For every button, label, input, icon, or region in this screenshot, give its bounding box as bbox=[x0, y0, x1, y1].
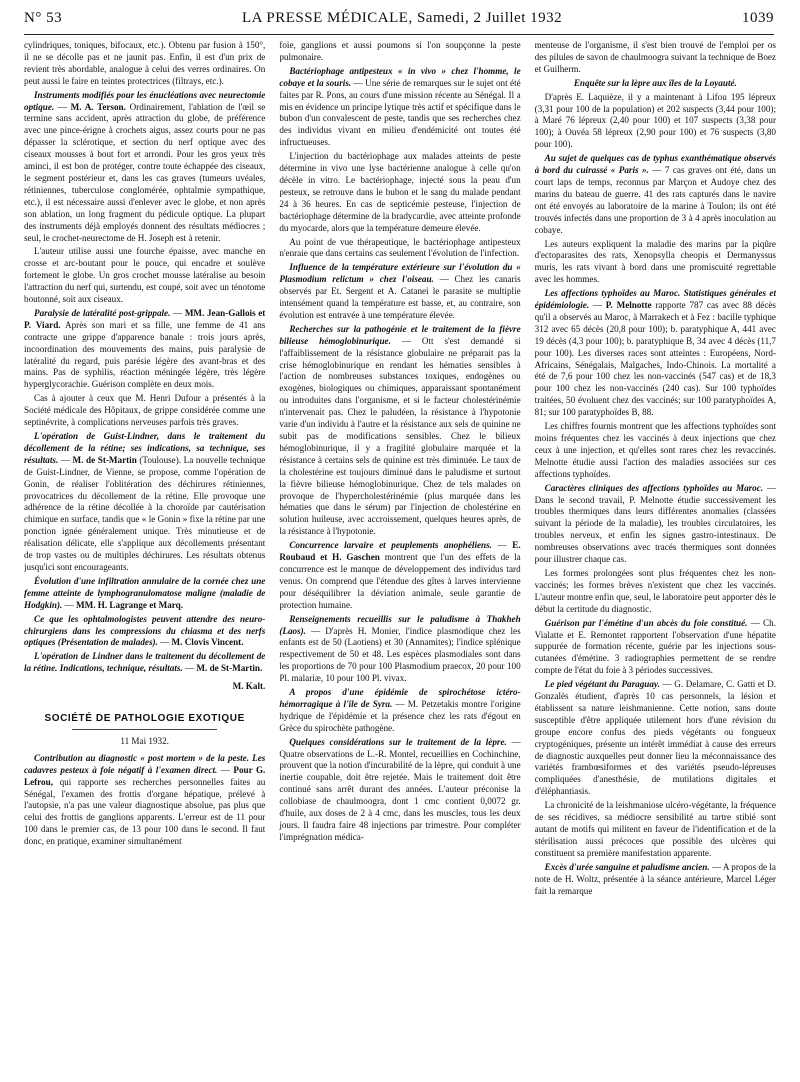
article-bilieuse: Recherches sur la pathogénie et le traitement de la fièvre bilieuse hémoglobinurique. — Ott s'est demandé si l'affaiblissement de la résistance globulaire ne préparait pas la crise hémoglobinurique en rendant les hématies sensibles à l'action de nombreuses substances toxiques, endogènes ou exogènes, biologiques ou chimiques, apparaissant spontanément ou introduites dans l'organisme, et si le facteur cholestérinémie n'intervenait pas. Chez le paludéen, la résistance à l'hypotonie varie d'un individu à l'autre et la résistance aux sels de quinine ne subit pas de modifications sensibles. Chez le bilieux hémoglobinurique, il y a fragilité globulaire marquée et la résistance à certains sels de quinine est très diminuée. Le taux de la cholestérine est toujours diminué dans le paludisme et surtout la fièvre bilieuse hémoglobinurique. Chez de tels malades on provoque de l'hypercholestérinémie (plus marquée dans les hématies que dans le sérum) par l'injection de cholestérine en solution huileuse, avec accroissement, quelques heures après, de la résistance à l'hypotonie. bbox=[279, 323, 521, 537]
article-plasmodium: Influence de la température extérieure sur l'évolution du « Plasmodium relictum » chez l'oiseau. — Chez les canaris observés par Et. Sergent et A. Catanei le parasite se multiplie intensément quand la température est basse, et, au contraire, son évolution est entravée à une température élevée. bbox=[279, 262, 521, 320]
article-title: Influence de la température extérieure sur l'évolution du « Plasmodium relictum » chez l'oiseau. bbox=[279, 262, 521, 285]
paragraph: Les formes prolongées sont plus fréquentes chez les non-vaccinés; les formes brèves n'existent que chez les vaccinés. L'auteur montre enfin que, seul, le laboratoire peut apporter dès le début la certitude du diagnostic. bbox=[534, 567, 776, 614]
paragraph: La nouvelle technique de Guist-Lindner, de Vienne, se propose, comme l'opération de Gonin, de réaliser l'oblitération des déchirures rétiniennes, provocatrices du décollement de la rétine. Elle provoque une adhérence de la rétine décollée à la choroïde par cautérisation chimique en surface, tandis que « le Gonin » fixe la rétine par une ponction ignée généralement unique. Très minutieuse et de réalisation délicate, elle s'applique aux décollements présentant de trop vastes ou de multiples déchirures. Les résultats obtenus jusqu'ici sont encourageants. bbox=[24, 454, 266, 572]
article-title: L'opération de Lindner dans le traitement du décollement de la rétine. Indications, technique, résultats. bbox=[24, 651, 266, 674]
author-city: (Toulouse). bbox=[139, 454, 182, 465]
article-title: Évolution d'une infiltration annulaire de la cornée chez une femme atteinte de lymphogranulomatose maligne (maladie de Hodgkin). bbox=[24, 575, 266, 610]
paragraph: qui rapporte ses recherches personnelles faites au Sénégal, l'examen des frottis d'organe hépatique, prélevé à l'autopsie, n'a pas une valeur diagnostique absolue, pas plus que celui des frottis de ganglions apparents. L'erreur est de 11 pour 100 dans le premier cas, de 13 pour 100 dans le second. Il faut donc, en pratique, examiner simultanément bbox=[24, 776, 266, 847]
article-neuro-chirurgiens: Ce que les ophtalmologistes peuvent attendre des neuro-chirurgiens dans les compressions du chiasma et des nerfs optiques (Présentation de malades). — M. Clovis Vincent. bbox=[24, 613, 266, 648]
section-heading: SOCIÉTÉ DE PATHOLOGIE EXOTIQUE bbox=[44, 713, 245, 725]
article-title: Caractères cliniques des affections typhoïdes au Maroc. bbox=[544, 482, 764, 493]
article-title: Au sujet de quelques cas de typhus exanthématique observés à bord du cuirassé « Paris ». bbox=[534, 153, 776, 176]
article-author: M. Clovis Vincent. bbox=[171, 637, 244, 648]
article-title: Ce que les ophtalmologistes peuvent attendre des neuro-chirurgiens dans les compressions du chiasma et des nerfs optiques (Présentation de malades). bbox=[24, 613, 266, 648]
paragraph: Quatre observations de L.-R. Montel, recueillies en Cochinchine, prouvent que la notion d'incurabilité de la lèpre, qui conduit à une inertie coupable, doit être rejetée. Mais le traitement doit être continué sans arrêt durant des années. L'auteur préconise la collobiase de chaulmoogra, dont 1 cmc contient 0,0072 gr. d'huile, aux doses de 2 à 4 cmc, dans les muscles, tous les deux jours. Il faudra faire 48 injections par trimestre. Pour compléter l'imprégnation médica- bbox=[279, 748, 521, 842]
article-anopheliens: Concurrence larvaire et peuplements anophéliens. — E. Roubaud et H. Gaschen montrent que l'un des effets de la concurrence est le manque de développement des individus tard venus. On comprend que l'étendue des gîtes à larves intervienne pour déséquilibrer la déviation animale, seule garantie de protection humaine. bbox=[279, 540, 521, 610]
paragraph: L'auteur utilise aussi une fourche épaisse, avec manche en crosse et arc-boutant pour le pouce, qui encadre et soulève fortement le globe. Un gros crochet mousse latéralise au besoin l'attraction du nerf qui, surtendu, est coupé, soit avec un ténotome boutonné, soit aux ciseaux. bbox=[24, 246, 266, 305]
article-title: Les affections typhoïdes au Maroc. Statistiques générales et épidémiologie. bbox=[534, 288, 776, 311]
paragraph: Une série de remarques sur le sujet ont été faites par R. Pons, au cours d'une mission récente au Sénégal. Il a mis en évidence un principe lytique très actif et spécifique dans le bubon d'un convalescent de peste, tandis que ses recherches chez des individus vivant en milieu d'endémicité ont toutes été infructueuses. bbox=[279, 77, 521, 148]
section-separator bbox=[72, 729, 217, 730]
article-title: Guérison par l'émétine d'un abcès du foie constitué. bbox=[544, 617, 748, 628]
paragraph: rapporte 787 cas avec 88 décès qu'il a observés au Maroc, à Marrakech et à Fez : bacille typhique 312 avec 65 décès (20,8 pour 100); b. paratyphique A, 441 avec 19 décès (4,3 pour 100); b. paratyphique B, 34 avec 4 décès (11,7 pour 100). Les diverses races sont atteintes : Européens, Nord-Africains, Sénégalais, Malgaches, Indo-Chinois. La mortalité a été de 7,6 pour 100 chez les non-vaccinés (547 cas) et de 18,3 pour 100 chez les non-vaccinés (240 cas). Sur 100 typhoïdes traitées, 50 évoluent chez des vaccinés; sur 100 paratyphoïdes A, 81; sur 100 paratyphoïdes B, 88. bbox=[534, 300, 776, 418]
article-author: MM. H. Lagrange et Marq. bbox=[75, 599, 183, 610]
issue-number: N° 53 bbox=[24, 10, 63, 26]
paragraph: Après son mari et sa fille, une femme de 41 ans contracte une grippe d'apparence banale : trois jours après, incoordination des mouvements des mains, puis paralysie de latéralité du regard, puis parésie légère des avant-bras et des mains. Pas de syphilis, réaction méningée légère, très légère hyperglycorachie. Guérison complète en deux mois. bbox=[24, 319, 266, 390]
paragraph: Cas à ajouter à ceux que M. Henri Dufour a présentés à la Société médicale des Hôpitaux, de grippe considérée comme une septinévrite, à complications nerveuses parfois très graves. bbox=[24, 393, 266, 428]
section-date: 11 Mai 1932. bbox=[120, 735, 169, 746]
article-syra: A propos d'une épidémie de spirochétose ictéro-hémorragique à l'île de Syra. — M. Petzetakis montre l'origine hydrique de l'épidémie et la présence chez les rats d'égout en Grèce du spirochète pathogène. bbox=[279, 687, 521, 733]
article-title: L'opération de Guist-Lindner, dans le traitement du décollement de la rétine; ses indications, sa technique, ses résultats. bbox=[24, 431, 266, 465]
paragraph: A propos de la note de H. Woltz, présentée à la séance antérieure, Marcel Léger fait la remarque bbox=[534, 861, 776, 896]
article-instruments: Instruments modifiés pour les énucléations avec neurectomie optique. — M. A. Terson. Ordinairement, l'ablation de l'œil se termine sans accident, après attraction du globe, de préférence avec une pince-érigne à crochets aigus, assez courts pour ne pas dépasser la sclérotique, et section du nerf optique avec des ciseaux mousses à bout fort et arrondi. Pour les gros yeux très aminci, il est bon de protéger, contre toute échappée des ciseaux, le segment postérieur et, dans les cas graves (tumeurs uvéales, rétiniennes, tuberculose conglomérée, ophtalmie sympathique, etc.), il est nécessaire aussi d'enlever avec le globe, et non après son ablation, un long fragment du pédicule optique. La plupart des instruments déjà employés donnent des résultats médiocres ; seul, le crochet-neurectome de H. Joseph est à retenir. bbox=[24, 89, 266, 243]
paragraph: montrent que l'un des effets de la concurrence est le manque de développement des individus tard venus. On comprend que l'étendue des gîtes à larves intervienne pour déséquilibrer la déviation animale, seule garantie de protection humaine. bbox=[279, 552, 521, 610]
article-title: Paralysie de latéralité post-grippale. bbox=[34, 307, 171, 318]
article-emetine: Guérison par l'émétine d'un abcès du foie constitué. — Ch. Vialatte et E. Remontet rapportent l'observation d'une hépatite suppurée de formation récente, guérie par les injections sous-cutanées d'émétine. 3 radiographies permettent de se rendre compte de l'état du foie à 3 périodes successives. bbox=[534, 617, 776, 676]
column-2 bbox=[279, 40, 520, 1076]
paragraph: M. Petzetakis montre l'origine hydrique de l'épidémie et la présence chez les rats d'égout en Grèce du spirochète pathogène. bbox=[279, 698, 521, 733]
article-author: Pour G. Lefrou, bbox=[24, 764, 266, 787]
journal-title: LA PRESSE MÉDICALE bbox=[241, 10, 409, 26]
column-1 bbox=[24, 40, 265, 1076]
article-title: Renseignements recueillis sur le paludisme à Thakheh (Laos). bbox=[279, 613, 521, 636]
paragraph: Les auteurs expliquent la maladie des marins par la piqûre d'ectoparasites des rats, Xenopsylla cheopis et Dermanyssus muris, les rats vivant à bord dans une promiscuité regrettable avec les hommes. bbox=[534, 238, 776, 285]
header-rule bbox=[24, 34, 774, 35]
article-title: Quelques considérations sur le traitement de la lèpre. bbox=[289, 736, 507, 747]
article-author: P. Melnotte bbox=[605, 300, 652, 311]
article-hodgkin: Évolution d'une infiltration annulaire de la cornée chez une femme atteinte de lymphogranulomatose maligne (maladie de Hodgkin). — MM. H. Lagrange et Marq. bbox=[24, 575, 266, 610]
article-typhoides-stats: Les affections typhoïdes au Maroc. Statistiques générales et épidémiologie. — P. Melnotte rapporte 787 cas avec 88 décès qu'il a observés au Maroc, à Marrakech et à Fez : bacille typhique 312 avec 65 décès (20,8 pour 100); b. paratyphique A, 441 avec 19 décès (4,3 pour 100); b. paratyphique B, 34 avec 4 décès (11,7 pour 100). Les diverses races sont atteintes : Européens, Nord-Africains, Sénégalais, Malgaches, Indo-Chinois. La mortalité a été de 7,6 pour 100 chez les non-vaccinés (547 cas) et de 18,3 pour 100 chez les non-vaccinés (240 cas). Sur 100 typhoïdes traitées, 50 évoluent chez des vaccinés; sur 100 paratyphoïdes A, 81; sur 100 paratyphoïdes B, 88. bbox=[534, 288, 776, 418]
paragraph: Chez les canaris observés par Et. Sergent et A. Catanei le parasite se multiplie intensément quand la température est basse, et, au contraire, son évolution est entravée à une température élevée. bbox=[279, 274, 521, 320]
paragraph: Ott s'est demandé si l'affaiblissement de la résistance globulaire ne préparait pas la crise hémoglobinurique en rendant les hématies sensibles à l'action de nombreuses substances toxiques, endogènes ou exogènes, biologiques ou chimiques, apparaissant spontanément ou introduites dans l'organisme, et si le facteur cholestérinémie n'intervenait pas. Chez le paludéen, la résistance à l'hypotonie varie d'un individu à l'autre et la résistance aux sels de quinine ne subit pas de modifications sensibles. Chez le bilieux hémoglobinurique, il y a fragilité globulaire marquée et la résistance à certains sels de quinine est très diminuée. Le taux de la cholestérine est toujours diminué dans le paludisme et surtout la fièvre bilieuse hémoglobinurique. Chez de tels malades on provoque de l'hypercholestérinémie (plus marquée dans les hématies que dans le sérum) par l'injection de cholestérine en solution huileuse, avec accroissement, quelques heures après, de la résistance à l'hypotonie. bbox=[279, 335, 521, 537]
paragraph: D'après H. Monier, l'indice plasmodique chez les enfants est de 50 (Laotiens) et 30 (Annamites); l'indice splénique respectivement de 50 et 48. Les espèces plasmodiales sont dans les proportions de 70 pour 100 Plasmodium praecox, 20 pour 100 Pl. malariæ, 10 pour 100 Pl. vivax. bbox=[279, 625, 521, 684]
signature: M. Kalt. bbox=[232, 681, 266, 692]
paragraph: Les chiffres fournis montrent que les affections typhoïdes sont moins fréquentes chez les vaccinés à deux injections que chez ceux à une injection, et qu'elles sont rares chez les revaccinés. Melnotte étudie aussi l'action des maladies associées sur ces affections typhoïdes. bbox=[534, 421, 776, 479]
article-thakheh: Renseignements recueillis sur le paludisme à Thakheh (Laos). — D'après H. Monier, l'indice plasmodique chez les enfants est de 50 (Laotiens) et 30 (Annamites); l'indice splénique respectivement de 50 et 48. Les espèces plasmodiales sont dans les proportions de 70 pour 100 Plasmodium praecox, 20 pour 100 Pl. malariæ, 10 pour 100 Pl. vivax. bbox=[279, 613, 521, 684]
paragraph: La chronicité de la leishmaniose ulcéro-végétante, la fréquence de ses récidives, sa médiocre sensibilité au tartre stibié sont autant de motifs qui militent en faveur de l'identification et de la stérilisation aussi précoces que possible des ulcères qui constituent sa première manifestation apparente. bbox=[534, 800, 776, 858]
article-lindner: L'opération de Lindner dans le traitement du décollement de la rétine. Indications, technique, résultats. — M. de St-Martin. bbox=[24, 651, 266, 674]
article-author: E. Roubaud et H. Gaschen bbox=[279, 540, 521, 563]
article-typhus: Au sujet de quelques cas de typhus exanthématique observés à bord du cuirassé « Paris ». — 7 cas graves ont été, dans un court laps de temps, reconnus par Marçon et Audoye chez des marins du bateau de guerre. 41 des rats capturés dans le navire ont été envoyés au laboratoire de la marine à Toulon; ils ont été trouvés infectés dans une proportion de 3 à 4 après inoculation au cobaye. bbox=[534, 153, 776, 235]
article-title bbox=[535, 78, 776, 90]
article-columns bbox=[24, 40, 776, 1076]
paragraph: Ordinairement, l'ablation de l'œil se termine sans accident, après attraction du globe, de préférence avec une pince-érigne à crochets aigus, assez courts pour ne pas dépasser la sclérotique, et section du nerf optique avec des ciseaux mousses à bout fort et arrondi. Pour les gros yeux très aminci, il est bon de protéger, contre toute échappée des ciseaux, le segment postérieur et, dans les cas graves (tumeurs uvéales, rétiniennes, tuberculose conglomérée, ophtalmie sympathique, etc.), il est nécessaire aussi d'enlever avec le globe, et non après son ablation, un long fragment du pédicule optique. La plupart des instruments déjà employés donnent des résultats médiocres ; seul, le crochet-neurectome de H. Joseph est à retenir. bbox=[24, 101, 266, 243]
article-author: MM. Jean-Gallois et P. Viard. bbox=[24, 307, 266, 330]
article-title: Excès d'urée sanguine et paludisme ancien. bbox=[544, 861, 710, 872]
article-title: Concurrence larvaire et peuplements anophéliens. bbox=[289, 540, 492, 551]
article-author: M. de St-Martin. bbox=[196, 663, 263, 674]
column-3 bbox=[535, 40, 776, 1076]
article-title: Contribution au diagnostic « post mortem » de la peste. Les cadavres pesteux à foie négatif à l'examen direct. bbox=[24, 752, 266, 775]
article-title: Recherches sur la pathogénie et le traitement de la fièvre bilieuse hémoglobinurique. bbox=[279, 323, 521, 346]
paragraph: 7 cas graves ont été, dans un court laps de temps, reconnus par Marçon et Audoye chez des marins du bateau de guerre. 41 des rats capturés dans le navire ont été envoyés au laboratoire de la marine à Toulon; ils ont été trouvés infectés dans une proportion de 3 à 4 après inoculation au cobaye. bbox=[534, 165, 776, 235]
paragraph: Au point de vue thérapeutique, le bactériophage antipesteux n'enraie que dans certains cas seulement l'évolution de l'infection. bbox=[279, 236, 521, 259]
paragraph: foie, ganglions et aussi poumons si l'on soupçonne la peste pulmonaire. bbox=[279, 40, 521, 62]
article-paralysie: Paralysie de latéralité post-grippale. — MM. Jean-Gallois et P. Viard. Après son mari et sa fille, une femme de 41 ans contracte une grippe d'apparence banale : trois jours après, incoordination des mouvements des mains, puis paralysie de latéralité du regard, puis parésie légère des avant-bras et des mains. Pas de syphilis, réaction méningée légère, très légère hyperglycorachie. Guérison complète en deux mois. bbox=[24, 307, 266, 390]
article-title-text: Enquête sur la lèpre aux îles de la Loyauté. bbox=[573, 77, 737, 88]
article-lepre: Quelques considérations sur le traitement de la lèpre. — Quatre observations de L.-R. Montel, recueillies en Cochinchine, prouvent que la notion d'incurabilité de la lèpre, qui conduit à une inertie coupable, doit être rejetée. Mais le traitement doit être continué sans arrêt durant des années. L'auteur préconise la collobiase de chaulmoogra, dont 1 cmc contient 0,0072 gr. d'huile, aux doses de 2 à 4 cmc, dans les muscles, tous les deux jours. Il faudra faire 48 injections par trimestre. Pour compléter l'imprégnation médica- bbox=[279, 736, 521, 842]
page-number: 1039 bbox=[742, 10, 774, 26]
article-title: Le pied végétant du Paraguay. bbox=[544, 679, 660, 690]
article-bacteriophage: Bactériophage antipesteux « in vivo » chez l'homme, le cobaye et la souris. — Une série de remarques sur le sujet ont été faites par R. Pons, au cours d'une mission récente au Sénégal. Il a mis en évidence un principe lytique très actif et spécifique dans le bubon d'un convalescent de peste, tandis que ses recherches chez des individus vivant en milieu d'endémicité ont toutes été infructueuses. bbox=[279, 65, 521, 148]
page-header: N° 53 LA PRESSE MÉDICALE, Samedi, 2 Juillet 1932 1039 bbox=[24, 10, 774, 32]
article-pied-vegetant: Le pied végétant du Paraguay. — G. Delamare, C. Gatti et D. Gonzalès étudient, d'après 10 cas personnels, la lésion et établissent sa nature leishmanienne. Cette notion, sans doute susceptible d'être appliquée utilement hors d'une révision du groupe encore confus des pieds végétants ou fongueux cryptogéniques, présente un intérêt immédiat à cause des erreurs de diagnostic auxquelles peut donner lieu la méconnaissance des variétés frambœsiformes et des variétés pseudo-lépreuses compliquées d'anesthésie, de mutilations digitales et d'éléphantiasis. bbox=[534, 679, 776, 797]
paragraph: L'injection du bactériophage aux malades atteints de peste détermine in vivo une lyse bactérienne analogue à celle qu'on décèle in vitro. Le bactériophage, injecté sous la peau d'un pesteux, se retrouve dans le bubon et le sang du malade pendant 24 à 36 heures. En cas de septicémie pesteuse, l'injection de bactériophage détermine de la bradycardie, avec atteinte profonde du myocarde, alors que la température demeure élevée. bbox=[279, 151, 521, 233]
article-title: Instruments modifiés pour les énucléations avec neurectomie optique. bbox=[24, 89, 266, 112]
article-title: A propos d'une épidémie de spirochétose ictéro-hémorragique à l'île de Syra. bbox=[279, 687, 521, 709]
article-uree: Excès d'urée sanguine et paludisme ancien. — A propos de la note de H. Woltz, présentée à la séance antérieure, Marcel Léger fait la remarque bbox=[534, 861, 776, 896]
article-author: M. A. Terson. bbox=[70, 101, 126, 112]
paragraph: G. Delamare, C. Gatti et D. Gonzalès étudient, d'après 10 cas personnels, la lésion et établissent sa nature leishmanienne. Cette notion, sans doute susceptible d'être appliquée utilement hors d'une révision du groupe encore confus des pieds végétants ou fongueux cryptogéniques, présente un intérêt immédiat à cause des erreurs de diagnostic auxquelles peut donner lieu la méconnaissance des variétés frambœsiformes et des variétés pseudo-lépreuses compliquées d'anesthésie, de mutilations digitales et d'éléphantiasis. bbox=[534, 679, 776, 797]
paragraph: cylindriques, toniques, bifocaux, etc.). Obtenu par fusion à 150°, il ne se décolle pas et ne jaunit pas. Enfin, il est d'un prix de revient très abordable, analogue à celui des verres ordinaires. On peut aussi le faire en teintes protectrices (filtrays, etc.). bbox=[24, 40, 266, 86]
issue-date: Samedi, 2 Juillet 1932 bbox=[416, 10, 563, 26]
article-title: Bactériophage antipesteux « in vivo » chez l'homme, le cobaye et la souris. bbox=[279, 65, 521, 88]
paragraph: Dans le second travail, P. Melnotte étudie successivement les troubles thermiques dans leurs différentes anomalies (classées suivant la période de la maladie), les troubles circulatoires, les troubles nerveux, et enfin les signes gastro-intestinaux. De nombreuses observations avec tracés thermiques sont données pour illustrer chaque cas. bbox=[534, 494, 776, 565]
article-peste: Contribution au diagnostic « post mortem » de la peste. Les cadavres pesteux à foie négatif à l'examen direct. — Pour G. Lefrou, qui rapporte ses recherches personnelles faites au Sénégal, l'examen des frottis d'organe hépatique, prélevé à l'autopsie, n'a pas une valeur diagnostique absolue, pas plus que celui des frottis de ganglions apparents. L'erreur est de 11 pour 100 dans le premier cas, de 13 pour 100 dans le second. Il faut donc, en pratique, examiner simultanément bbox=[24, 752, 266, 847]
article-author: M. de St-Martin bbox=[72, 454, 137, 465]
paragraph: menteuse de l'organisme, il s'est bien trouvé de l'emploi per os des pilules de savon de chaulmoogra suivant la technique de Boez et Guilherm. bbox=[534, 40, 776, 74]
paragraph: Ch. Vialatte et E. Remontet rapportent l'observation d'une hépatite suppurée de formation récente, guérie par les injections sous-cutanées d'émétine. 3 radiographies permettent de se rendre compte de l'état du foie à 3 périodes successives. bbox=[534, 617, 776, 676]
article-guist-lindner: L'opération de Guist-Lindner, dans le traitement du décollement de la rétine; ses indications, sa technique, ses résultats. — M. de St-Martin (Toulouse). La nouvelle technique de Guist-Lindner, de Vienne, se propose, comme l'opération de Gonin, de réaliser l'oblitération des déchirures rétiniennes, provocatrices du décollement de la rétine. Elle provoque une adhérence de la rétine décollée à la choroïde par cautérisation chimique en surface, tandis que « le Gonin » fixe la rétine par une ponction ignée généralement unique. Très minutieuse et de réalisation délicate, elle s'applique aux décollements présentant de trop vastes ou de multiples déchirures. Les résultats obtenus jusqu'ici sont encourageants. bbox=[24, 431, 266, 572]
article-typhoides-clinique: Caractères cliniques des affections typhoïdes au Maroc. — Dans le second travail, P. Melnotte étudie successivement les troubles thermiques dans leurs différentes anomalies (classées suivant la période de la maladie), les troubles circulatoires, les troubles nerveux, et enfin les signes gastro-intestinaux. De nombreuses observations avec tracés thermiques sont données pour illustrer chaque cas. bbox=[534, 482, 776, 565]
paragraph: D'après E. Laquièze, il y a maintenant à Lifou 195 lépreux (3,31 pour 100 de la population) et 202 suspects (3,44 pour 100); à Maré 76 lépreux (2,40 pour 100) et 107 suspects (3,38 pour 100); à Ouvéa 58 lépreux (2,90 pour 100) et 76 suspects (3,80 pour 100). bbox=[534, 91, 776, 150]
